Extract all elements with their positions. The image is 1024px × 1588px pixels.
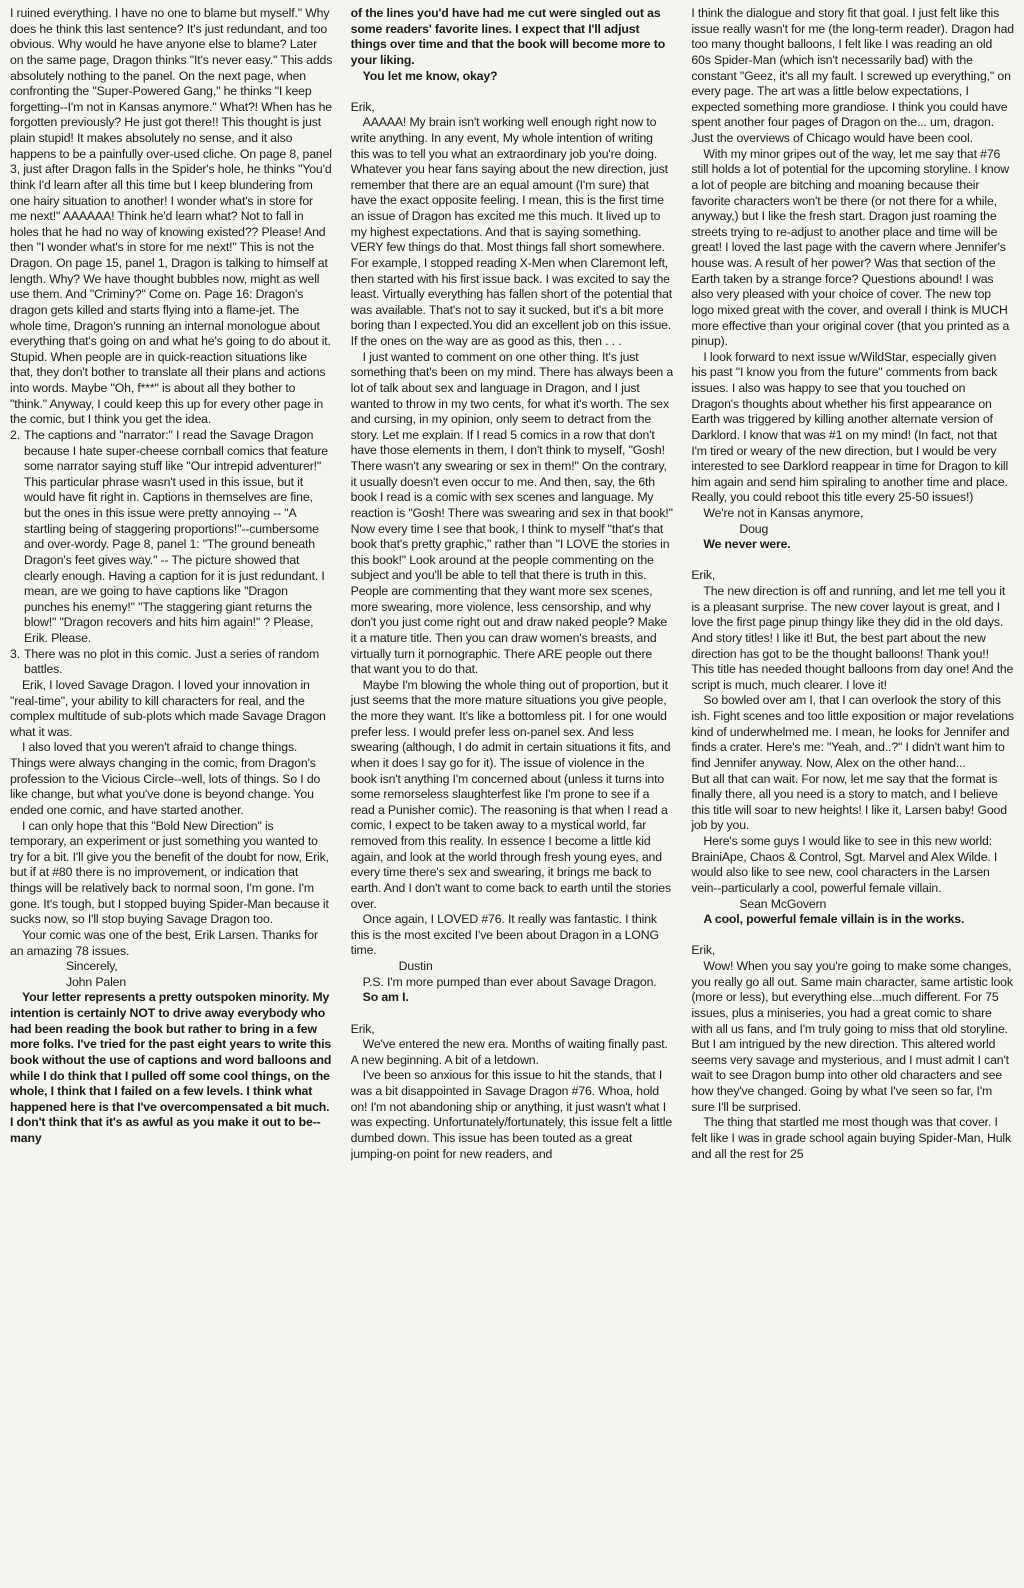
editor-reply: Your letter represents a pretty outspoken minority. My intention is certainly NOT to drive away everybody who had been reading the book but rather to bring in a few more folks. I've tried for the past eight years to write this book without the use of captions and word balloons and while I do think that I pulled off some cool things, on the whole, I think that I failed on a few levels. I think what happened here is that I've overcompensated a bit much. I don't think that it's as awful as you make it out to be--many bbox=[10, 990, 332, 1145]
letter-paragraph: I just wanted to comment on one other thing. It's just something that's been on my mind. There has always been a lot of talk about sex and language in Dragon, and I just wanted to throw in my two cents, for what it's worth. The sex and cursing, in my opinion, only seem to detract from the story. Let me explain. If I read 5 comics in a row that don't have those elements in them, I don't think to myself, "Gosh! There wasn't any swearing or sex in them!" On the contrary, it usually doesn't even occur to me. And then, say, the 6th book I read is a comic with sex scenes and language. My reaction is "Gosh! There was swearing and sex in that book!" Now every time I see that book, I think to myself "that's that book that's pretty graphic," rather than "I LOVE the stories in this book!" Look around at the people commenting on the subject and you'll be able to tell that there is truth in this. People are commenting that they want more sex scenes, more swearing, more violence, less censorship, and why don't you just come right out and draw naked people? Make it a mature title. Then you can draw women's breasts, and virtually turn it pornographic. There ARE people out there that want you to do that. bbox=[350, 349, 674, 677]
spacer bbox=[691, 553, 1014, 569]
letter-paragraph: So bowled over am I, that I can overlook the story of this ish. Fight scenes and too little exposition or major revelations kind of underwhelmed me. I mean, he looks for Jennifer and finds a crater. Here's me: "Yeah, and..?" I didn't want him to find Jennifer anyway. Now, Alex on the other hand... bbox=[691, 693, 1014, 770]
letter-paragraph: But all that can wait. For now, let me say that the format is finally there, all you need is a story to match, and I believe this title will soar to new heights! I like it, Larsen baby! Good job by you. bbox=[691, 771, 1007, 833]
letter-paragraph: I look forward to next issue w/WildStar, especially given his past "I know you from the future" comments from back issues. I also was happy to see that you touched on Dragon's thoughts about whether his first appearance on Earth was triggered by killing another alternate version of Darklord. I know that was #1 on my mind! (In fact, not that I'm tired or weary of the new direction, but I would be very interested to see Darklord reappear in time for Dragon to kill him again and send him spiraling to another time and place. Really, you could reboot this title every 25-50 issues!) bbox=[691, 349, 1009, 505]
letter-paragraph: Maybe I'm blowing the whole thing out of proportion, but it just seems that the more mature situations you give people, the more they want. It's like a bottomless pit. I for one would prefer less. I would prefer less on-panel sex. And less swearing (although, I do admit in certain situations it fits, and when it does I say go for it). The issue of violence in the book isn't anything I'm concerned about (unless it turns into some remorseless slaughterfest like I'm prone to see if a read a Punisher comic). The reasoning is that when I read a comic, I expect to be taken away to a mystical world, far removed from this reality. In essence I become a little kid again, and look at the world through fresh young eyes, and every time there's sex and swearing, it brings me back to earth. And I don't want to come back to earth until the stories over. bbox=[350, 677, 671, 911]
letter-closing: Sincerely, bbox=[66, 959, 118, 974]
letter-signature: Sean McGovern bbox=[739, 896, 827, 911]
editor-reply: So am I. bbox=[362, 990, 409, 1005]
letter-closing: We're not in Kansas anymore, bbox=[703, 506, 864, 520]
letter-greeting: Erik, bbox=[691, 568, 716, 583]
letter-paragraph: I ruined everything. I have no one to blame but myself." Why does he think this last sentence? It's just redundant, and too obvious. Why would he have anyone else to blame? Later on the same page, Dragon thinks "It's never easy." This adds absolutely nothing to the panel. On the next page, when confronting the "Super-Powered Gang," he thinks "I keep forgetting--I'm not in Kansas anymore." What?! When has he forgotten previously? He just got there!! This thought is just plain stupid! It makes absolutely no sense, and it also happens to be a painfully over-used cliche. On page 8, panel 3, just after Dragon falls in the Spider's hole, he thinks "You'd think I'd learn after all this time but I keep blundering from one hairy situation to another! I wonder what's in store for me next!" AAAAAA! Think he'd learn what? Not to fall in holes that he had no way of knowing existed?? Please! And then "I wonder what's in store for me next!" This is not the Dragon. On page 15, panel 1, Dragon is talking to himself at length. Why? We have thought bubbles now, might as well use them. And "Criminy?" Come on. Page 16: Dragon's dragon gets killed and starts flying into a flame-jet. The whole time, Dragon's running an internal monologue about everything that's going on and what he's going to do about it. Stupid. When people are in quick-reaction situations like that, they don't bother to translate all their plans and actions into words. Maybe "Oh, f***" is about all they bother to "think." Anyway, I could keep this up for every other page in the comic, but I think you get the idea. bbox=[10, 6, 333, 427]
numbered-item bbox=[10, 647, 333, 678]
letter-paragraph: AAAAA! My brain isn't working well enough right now to write anything. In any event, My whole intention of writing this was to tell you what an extraordinary job you're doing. Whatever you hear fans saying about the new direction, just remember that there are an equal amount (I'm sure) that have the exact opposite feeling. I mean, this is the first time an issue of Dragon has excited me this much. It lived up to my highest expectations. And that is saying something. VERY few things do that. Most things fall short somewhere. For example, I stopped reading X-Men when Claremont left, then started with his first issue back. I was excited to say the least. Virtually everything has fallen short of the potential that was available. That's not to say it sucked, but it's a bit more boring than I expected.You did an excellent job on this issue. If the ones on the way are as good as this, then . . . bbox=[350, 115, 673, 349]
letter-paragraph: Here's some guys I would like to see in this new world: BrainiApe, Chaos & Control, Sgt. Marvel and Alex Wilde. I would also like to see new, cool characters in the Larsen vein--particularly a cool, powerful female villain. bbox=[691, 834, 998, 895]
column-2 bbox=[351, 6, 674, 1588]
editor-reply: We never were. bbox=[703, 537, 791, 552]
letter-paragraph: I've been so anxious for this issue to hit the stands, that I was a bit disappointed in Savage Dragon #76. Whoa, hold on! I'm not abandoning ship or anything, it just wasn't what I was expecting. Unfortunately/fortunately, this issue felt a little dumbed down. This issue has been touted as a great jumping-on point for new readers, and bbox=[350, 1068, 673, 1161]
item-text: The captions and "narrator:" I read the Savage Dragon because I hate super-cheese cornball comics that feature some narrator saying stuff like "Our intrepid adventurer!" This particular phrase wasn't used in this issue, but it would have fit right in. Captions in themselves are fine, but the ones in this issue were pretty annoying -- "A startling being of staggering proportions!"--cumbersome and over-wordy. Page 8, panel 1: "The ground beneath Dragon's feet gives way." -- The picture showed that clearly enough. Having a caption for it is just redundant. I mean, are we going to have captions like "Dragon punches his enemy!" "The staggering giant returns the blow!" "Dragon recovers and hits him again!" ? Please, Erik. Please. bbox=[24, 427, 328, 645]
item-number: 2. bbox=[10, 427, 20, 442]
letter-paragraph: Once again, I LOVED #76. It really was fantastic. I think this is the most excited I've been about Dragon in a LONG time. bbox=[350, 912, 659, 958]
letter-greeting: Erik, bbox=[691, 943, 716, 958]
letter-signature: Doug bbox=[739, 521, 769, 536]
numbered-item bbox=[10, 428, 333, 647]
letter-paragraph: Erik, I loved Savage Dragon. I loved your innovation in "real-time", your ability to kill characters for real, and the complex multitude of sub-plots which made Savage Dragon what it was. bbox=[10, 677, 326, 739]
letter-paragraph: I think the dialogue and story fit that goal. I just felt like this issue really wasn't for me (the long-term reader). Dragon had too many thought balloons, I felt like I was reading an old 60s Spider-Man (which isn't necessarily bad) with the constant "Geez, it's all my fault. I screwed up everything," on every page. The art was a little below expectations, I expected something more grandiose. I think you could have spent another four pages of Dragon on the... um, dragon. Just the overviews of Chicago would have been cool. bbox=[691, 6, 1014, 145]
letter-paragraph: We've entered the new era. Months of waiting finally past. A new beginning. A bit of a letdown. bbox=[350, 1037, 668, 1067]
letter-paragraph: Wow! When you say you're going to make some changes, you really go all out. Same main character, same artistic look (more or less), but everything else...much different. For 75 issues, plus a miniseries, you had a great comic to share with all us fans, and I'm truly going to miss that old storyline. But I am intrigued by the new direction. This altered world seems very savage and mysterious, and I must admit I can't wait to see Dragon bump into other old characters and see how they've changed. Going by what I've seen so far, I'm sure I'll be surprised. bbox=[691, 959, 1013, 1114]
column-3 bbox=[691, 6, 1014, 1588]
spacer bbox=[351, 1006, 674, 1022]
editor-reply: A cool, powerful female villain is in the works. bbox=[703, 912, 965, 927]
letter-paragraph: With my minor gripes out of the way, let me say that #76 still holds a lot of potential for the upcoming storyline. I know a lot of people are bitching and moaning because their favorite characters won't be there (or not there for a while, anyway,) but I like the fresh start. Dragon just roaming the streets trying to re-adjust to another place and time will be great! I loved the last page with the cavern where Jennifer's house was. A result of her power? Was that section of the Earth taken by a strange force? Questions abound! I was also very pleased with your choice of cover. The new top logo mixed great with the cover, and overall I think is MUCH more effective than your original cover (that you printed as a pinup). bbox=[691, 146, 1010, 349]
letter-postscript: P.S. I'm more pumped than ever about Savage Dragon. bbox=[362, 974, 657, 989]
letter-paragraph: The new direction is off and running, and let me tell you it is a pleasant surprise. The new cover layout is great, and I love the first page pinup thingy like they did in the old days. And story titles! I like it! But, the best part about the new direction has got to be the thought balloons! Thank you!! This title has needed thought balloons from day one! And the script is much, much clearer. I love it! bbox=[691, 584, 1014, 692]
column-1 bbox=[10, 6, 333, 1588]
editor-reply: of the lines you'd have had me cut were singled out as some readers' favorite lines. I expect that I'll adjust things over time and that the book will become more to your liking. bbox=[350, 6, 666, 67]
item-text: There was no plot in this comic. Just a series of random battles. bbox=[24, 646, 320, 677]
letter-greeting: Erik, bbox=[350, 99, 375, 114]
letter-signature: Dustin bbox=[398, 959, 433, 974]
letter-paragraph: I also loved that you weren't afraid to change things. Things were always changing in the comic, from Dragon's profession to the Vicious Circle--well, lots of things. So I do like change, but what you've done is beyond change. You ended one comic, and have started another. bbox=[10, 740, 321, 817]
letter-signature: John Palen bbox=[66, 974, 127, 989]
letter-paragraph: I can only hope that this "Bold New Direction" is temporary, an experiment or just something you wanted to try for a bit. I'll give you the benefit of the doubt for now, Erik, but if at #80 there is no improvement, or indication that things will be relatively back to normal soon, I'm gone. I'm gone. It's tough, but I stopped buying Spider-Man because it sucks now, so I'll stop buying Savage Dragon too. bbox=[10, 818, 329, 927]
spacer bbox=[691, 928, 1014, 944]
letter-greeting: Erik, bbox=[350, 1021, 375, 1036]
spacer bbox=[351, 84, 674, 100]
item-number: 3. bbox=[10, 646, 20, 661]
letter-paragraph: Your comic was one of the best, Erik Larsen. Thanks for an amazing 78 issues. bbox=[10, 927, 318, 958]
letter-paragraph: The thing that startled me most though was that cover. I felt like I was in grade school again buying Spider-Man, Hulk and all the rest for 25 bbox=[691, 1115, 1011, 1161]
editor-reply: You let me know, okay? bbox=[362, 68, 498, 83]
